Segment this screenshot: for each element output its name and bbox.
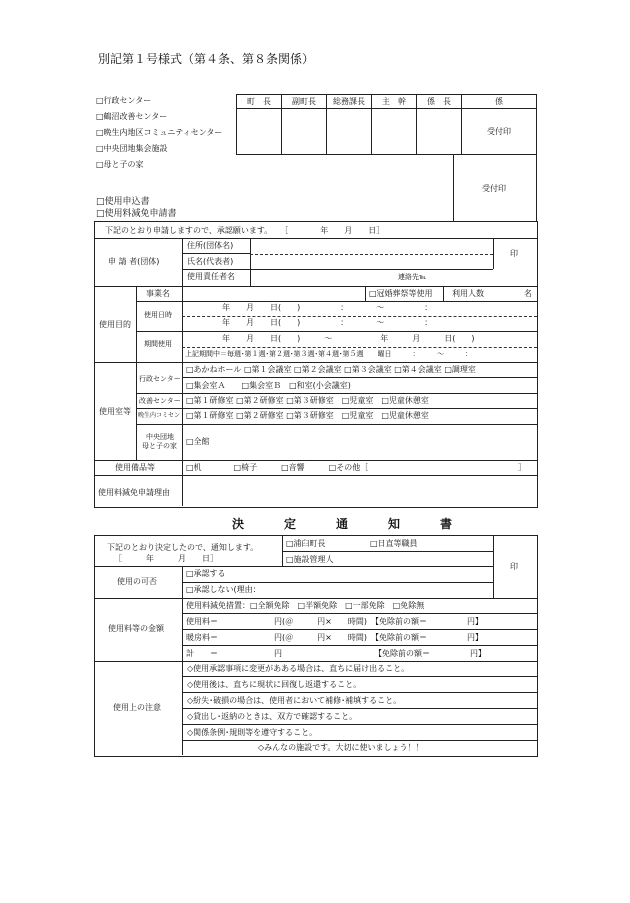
approval-header: 係 長	[417, 95, 462, 109]
fee-reduction-options[interactable]: 使用料減免措置：□全額免除 □半額免除 □一部免除 □免除無	[186, 601, 425, 610]
facility-option[interactable]: □鶴沼改善センター	[96, 112, 168, 121]
osokinai-label: 晩生内コミセン	[138, 412, 181, 419]
notes-label: 使用上の注意	[113, 703, 161, 712]
duty-option[interactable]: □日直等職員	[370, 539, 418, 548]
exemption-reason-label: 使用料減免申請理由	[98, 488, 170, 497]
attendees-unit: 名	[524, 289, 532, 298]
chuo-label: 母と子の家	[142, 442, 177, 450]
responsible-label: 使用責任者名	[187, 272, 235, 281]
note-item: ◇使用承認事項に変更があある場合は、直ちに届け出ること。	[187, 664, 410, 673]
equipment-close: ］	[518, 463, 526, 472]
stamp-cell[interactable]	[462, 109, 537, 155]
gyosei-label: 行政センター	[139, 375, 181, 383]
room-options[interactable]: □第１研修室 □第２研修室 □第３研修室 □児童室 □児童休憩室	[186, 411, 429, 420]
equipment-label: 使用備品等	[115, 463, 155, 472]
facility-option[interactable]: □晩生内地区コミュニティセンター	[96, 128, 223, 137]
approval-header: 副町長	[282, 95, 327, 109]
approval-stamp-grid	[236, 94, 537, 155]
heat-row: 暖房料＝ 円(＠ 円× 時間) 【免除前の額＝ 円】	[186, 633, 483, 642]
period-line: 年 月 日( ) 〜 年 月 日( )	[222, 334, 475, 343]
approval-header: 主 幹	[372, 95, 417, 109]
approval-header: 係	[462, 95, 537, 109]
stamp-cell[interactable]	[327, 109, 372, 155]
request-line: 下記のとおり申請しますので、承認願います。 ［ 年 月 日］	[105, 226, 385, 235]
note-item: ◇貸出し･返納のときは、双方で確認すること。	[187, 712, 358, 721]
note-item: ◇紛失･破損の場合は、使用者において補修･補填すること。	[187, 696, 402, 705]
doc-type-option[interactable]: □使用料減免申請書	[96, 209, 177, 219]
period-note: 上記期間中＝毎週･第１週･第２週･第３週･第４週･第５週 曜日 ： 〜 ：	[185, 350, 472, 358]
name-label: 氏名(代表者)	[187, 257, 234, 266]
slogan: ◇みんなの施設です。大切に使いましょう！！	[258, 743, 424, 752]
room-options[interactable]: □全館	[186, 437, 210, 446]
fee-label: 使用料等の金額	[108, 624, 164, 633]
seal-mark: 印	[510, 562, 518, 571]
total-row: 計 ＝ 円 【免除前の額＝ 円】	[186, 649, 486, 658]
date-line: 年 月 日( ) ： 〜 ：	[222, 318, 433, 327]
event-name-label: 事業名	[146, 289, 170, 298]
seal-mark: 印	[510, 249, 518, 258]
manager-option[interactable]: □施設管理人	[286, 555, 334, 564]
address-label: 住所(団体名)	[187, 241, 234, 250]
decision-date: ［ 年 月 日］	[114, 554, 218, 563]
stamp-cell[interactable]	[417, 109, 462, 155]
datetime-label: 使用日時	[144, 311, 172, 319]
facility-option[interactable]: □中央団地集会施設	[96, 144, 168, 153]
facility-option[interactable]: □行政センター	[96, 96, 152, 105]
room-options[interactable]: □あかねホール □第１会議室 □第２会議室 □第３会議室 □第４会議室 □調理室	[186, 365, 476, 374]
stamp-cell[interactable]	[237, 109, 282, 155]
decision-title: 決 定 通 知 書	[232, 517, 467, 531]
purpose-label: 使用目的	[99, 320, 131, 329]
fee-row: 使用料＝ 円(＠ 円× 時間) 【免除前の額＝ 円】	[186, 617, 483, 626]
equipment-options[interactable]: □机 □椅子 □音響 □その他［	[186, 463, 369, 472]
rooms-label: 使用室等	[99, 407, 131, 416]
approval-label: 使用の可否	[117, 577, 157, 586]
approve-option[interactable]: □承認する	[186, 569, 226, 578]
applicant-label: 申 請 者(団体)	[108, 257, 160, 266]
decision-line: 下記のとおり決定したので、通知します。	[107, 543, 259, 552]
approval-header: 総務課長	[327, 95, 372, 109]
date-line: 年 月 日( ) ： 〜 ：	[222, 303, 433, 312]
doc-type-option[interactable]: □使用申込書	[96, 197, 150, 207]
receipt-stamp-label: 受付印	[482, 184, 506, 193]
form-title: 別記第１号様式（第４条、第８条関係）	[98, 52, 315, 66]
contact-label: 連絡先℡	[398, 273, 427, 281]
note-item: ◇関係条例･規則等を遵守すること。	[187, 728, 318, 737]
chuo-label: 中央団地	[146, 433, 174, 441]
room-options[interactable]: □集会室Ａ □集会室Ｂ □和室(小会議室)	[186, 381, 351, 390]
note-item: ◇使用後は、直ちに現状に回復し返還すること。	[187, 680, 362, 689]
facility-option[interactable]: □母と子の家	[96, 160, 144, 169]
room-options[interactable]: □第１研修室 □第２研修室 □第３研修室 □児童室 □児童休憩室	[186, 396, 429, 405]
period-label: 期間使用	[144, 340, 172, 348]
deny-option[interactable]: □承認しない(理由：	[186, 585, 261, 594]
tsurunuma-label: 改善センター	[139, 397, 181, 405]
approval-header: 町 長	[237, 95, 282, 109]
mayor-option[interactable]: □浦臼町長	[286, 539, 326, 548]
stamp-cell[interactable]	[372, 109, 417, 155]
receipt-stamp-label: 受付印	[487, 127, 511, 136]
attendees-label: 利用人数	[452, 289, 484, 298]
funeral-option[interactable]: □冠婚葬祭等使用	[369, 289, 433, 298]
stamp-cell[interactable]	[282, 109, 327, 155]
